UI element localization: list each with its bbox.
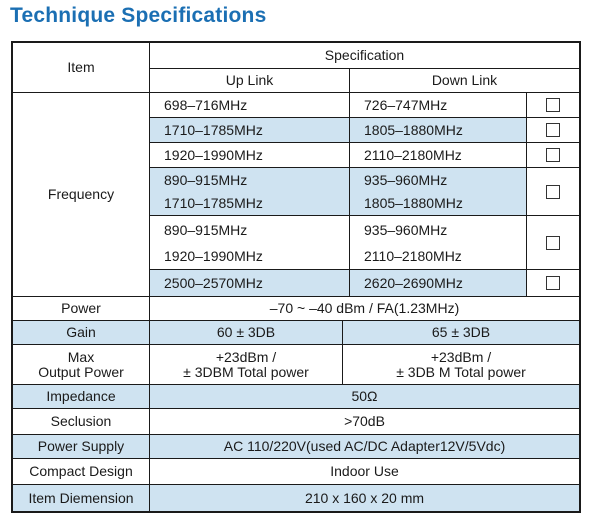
gain-label: Gain <box>13 321 150 345</box>
power-supply-value: AC 110/220V(used AC/DC Adapter12V/5Vdc) <box>150 435 579 459</box>
gain-up-value: 60 ± 3DB <box>150 321 343 345</box>
page-title: Technique Specifications <box>10 4 267 27</box>
item-dimension-label: Item Diemension <box>13 485 150 511</box>
max-output-down-line2: ± 3DB M Total power <box>396 363 526 380</box>
max-output-down-line1: +23dBm / <box>430 348 492 365</box>
freq-up-1: 698–716MHz <box>150 93 350 118</box>
impedance-value: 50Ω <box>150 385 579 409</box>
impedance-label: Impedance <box>13 385 150 409</box>
freq-down-7: 2110–2180MHz <box>350 244 527 270</box>
compact-design-label: Compact Design <box>13 459 150 485</box>
seclusion-label: Seclusion <box>13 409 150 435</box>
max-output-up-line2: ± 3DBM Total power <box>183 363 309 380</box>
spec-table <box>11 41 581 513</box>
band-3-checkbox-cell <box>527 143 579 168</box>
band-2-checkbox-cell <box>527 118 579 143</box>
down-link-header: Down Link <box>350 69 579 93</box>
specification-header: Specification <box>150 43 579 69</box>
band-1-checkbox-cell <box>527 93 579 118</box>
max-output-up-value <box>150 345 343 385</box>
band-4-checkbox-cell <box>527 168 579 216</box>
power-label: Power <box>13 297 150 321</box>
compact-design-value: Indoor Use <box>150 459 579 485</box>
freq-up-4: 890–915MHz <box>150 168 350 192</box>
freq-up-6: 890–915MHz <box>150 216 350 244</box>
freq-down-2: 1805–1880MHz <box>350 118 527 143</box>
power-supply-label: Power Supply <box>13 435 150 459</box>
freq-up-8: 2500–2570MHz <box>150 270 350 297</box>
max-output-label <box>13 345 150 385</box>
gain-down-value: 65 ± 3DB <box>343 321 579 345</box>
freq-down-3: 2110–2180MHz <box>350 143 527 168</box>
freq-up-2: 1710–1785MHz <box>150 118 350 143</box>
freq-down-8: 2620–2690MHz <box>350 270 527 297</box>
band-1-checkbox[interactable] <box>546 98 560 112</box>
max-output-label-line2: Output Power <box>38 363 124 380</box>
power-value: –70 ~ –40 dBm / FA(1.23MHz) <box>150 297 579 321</box>
freq-down-4: 935–960MHz <box>350 168 527 192</box>
band-6-checkbox-cell <box>527 270 579 297</box>
up-link-header: Up Link <box>150 69 350 93</box>
freq-down-5: 1805–1880MHz <box>350 192 527 216</box>
freq-down-6: 935–960MHz <box>350 216 527 244</box>
band-6-checkbox[interactable] <box>546 276 560 290</box>
item-dimension-value: 210 x 160 x 20 mm <box>150 485 579 511</box>
max-output-down-value <box>343 345 579 385</box>
item-header: Item <box>13 43 150 93</box>
max-output-up-line1: +23dBm / <box>215 348 277 365</box>
freq-up-7: 1920–1990MHz <box>150 244 350 270</box>
freq-down-1: 726–747MHz <box>350 93 527 118</box>
band-2-checkbox[interactable] <box>546 123 560 137</box>
band-5-checkbox-cell <box>527 216 579 270</box>
freq-up-5: 1710–1785MHz <box>150 192 350 216</box>
band-4-checkbox[interactable] <box>546 185 560 199</box>
band-5-checkbox[interactable] <box>546 236 560 250</box>
max-output-label-line1: Max <box>67 348 95 365</box>
band-3-checkbox[interactable] <box>546 148 560 162</box>
seclusion-value: >70dB <box>150 409 579 435</box>
freq-up-3: 1920–1990MHz <box>150 143 350 168</box>
frequency-label: Frequency <box>13 93 150 297</box>
